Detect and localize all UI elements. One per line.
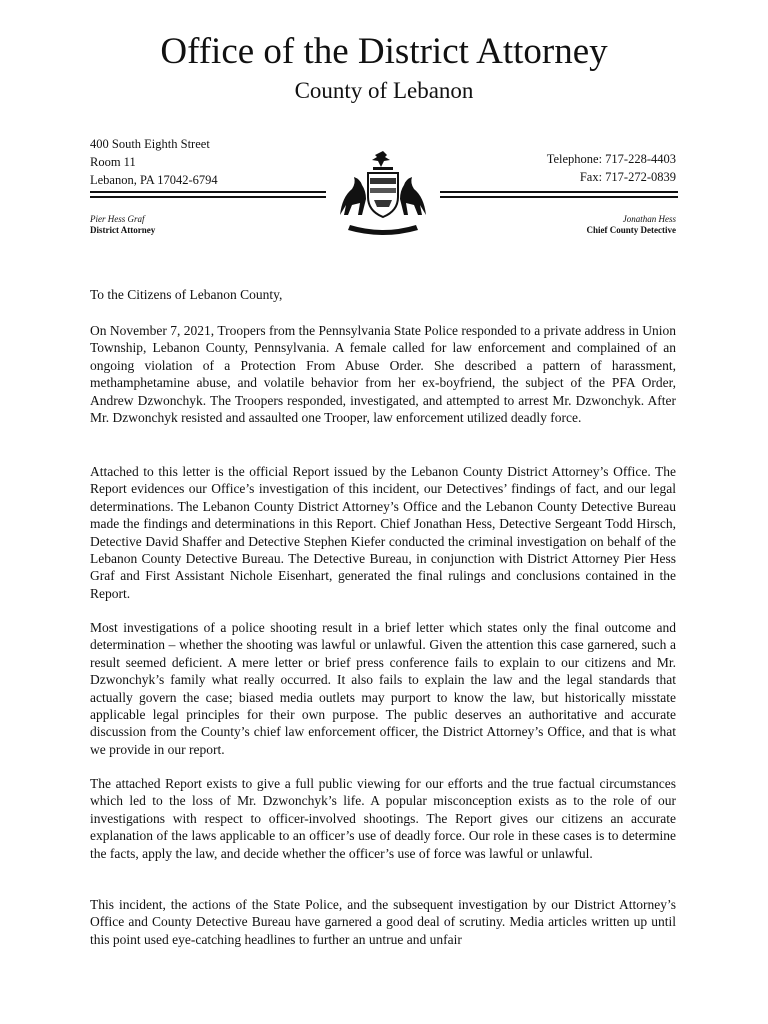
address-line: 400 South Eighth Street [90, 137, 210, 151]
pennsylvania-seal-icon [328, 145, 438, 237]
office-title: Office of the District Attorney [160, 31, 608, 72]
letter-paragraph: This incident, the actions of the State Police, and the subsequent investigation by our District Attorney’s Office and County Detective Bureau have garnered a good deal of scrutiny. Media articles written up until this point used eye-catching headlines to further an untrue and unfair [90, 897, 676, 947]
letter-paragraph: On November 7, 2021, Troopers from the Pennsylvania State Police responded to a private address in Union Township, Lebanon County, Pennsylvania. A female called for law enforcement and complained of an ongoing violation of a Protection From Abuse Order. She described a pattern of harassment, methamphetamine abuse, and volatile behavior from her ex-boyfriend, the subject of the PFA Order, Andrew Dzwonchyk. The Troopers responded, investigated, and attempted to arrest Mr. Dzwonchyk. After Mr. Dzwonchyk resisted and assaulted one Trooper, law enforcement utilized deadly force. [90, 323, 676, 426]
header-rule [90, 191, 326, 193]
letter-salutation: To the Citizens of Lebanon County, [90, 287, 283, 302]
header-rule [90, 196, 326, 198]
fax-line: Fax: 717-272-0839 [579, 170, 676, 184]
letter-paragraph: The attached Report exists to give a full public viewing for our efforts and the true factual circumstances which led to the loss of Mr. Dzwonchyk’s life. A popular misconception exists as to the role of our investigations with respect to officer-involved shootings. The Report gives our citizens an accurate explanation of the laws applicable to an officer’s use of deadly force. Our role in these cases is to determine the facts, apply the law, and decide whether the officer’s use of force was lawful or unlawful. [90, 776, 676, 861]
header-rule [440, 191, 678, 193]
chief-detective-name: Jonathan Hess [622, 214, 676, 224]
district-attorney-signature [90, 214, 155, 236]
district-attorney-title: District Attorney [90, 225, 156, 235]
chief-detective-signature [587, 214, 676, 236]
county-subtitle: County of Lebanon [294, 78, 474, 103]
office-contact [547, 150, 676, 186]
district-attorney-name: Pier Hess Graf [90, 214, 145, 224]
letter-paragraph: Attached to this letter is the official Report issued by the Lebanon County District Attorney’s Office. The Report evidences our Office’s investigation of this incident, our Detectives’ findings of fact, and our legal determinations. The Lebanon County District Attorney’s Office and the Lebanon County Detective Bureau made the findings and determinations in this Report. Chief Jonathan Hess, Detective Sergeant Todd Hirsch, Detective David Shaffer and Detective Stephen Kiefer conducted the criminal investigation on behalf of the Lebanon County Detective Bureau. The Detective Bureau, in conjunction with District Attorney Pier Hess Graf and First Assistant Nichole Eisenhart, generated the final rulings and conclusions contained in the Report. [90, 464, 676, 601]
office-address [90, 135, 218, 189]
letter-paragraph: Most investigations of a police shooting result in a brief letter which states only the final outcome and determination – whether the shooting was lawful or unlawful. Given the attention this case garnered, such a result seemed deficient. A mere letter or brief press conference fails to explain to our citizens and Mr. Dzwonchyk’s family what really occurred. It also fails to explain the law and the legal standards that actually govern the case; biased media outlets may purport to know the law, but historically misstate applicable legal principles for their own purpose. The public deserves an authoritative and accurate discussion from the County’s chief law enforcement officer, the District Attorney’s Office, and that is what we provide in our report. [90, 620, 676, 757]
address-line: Room 11 [90, 155, 136, 169]
chief-detective-title: Chief County Detective [586, 225, 676, 235]
header-rule [440, 196, 678, 198]
telephone-line: Telephone: 717-228-4403 [546, 152, 676, 166]
address-line: Lebanon, PA 17042-6794 [90, 173, 218, 187]
